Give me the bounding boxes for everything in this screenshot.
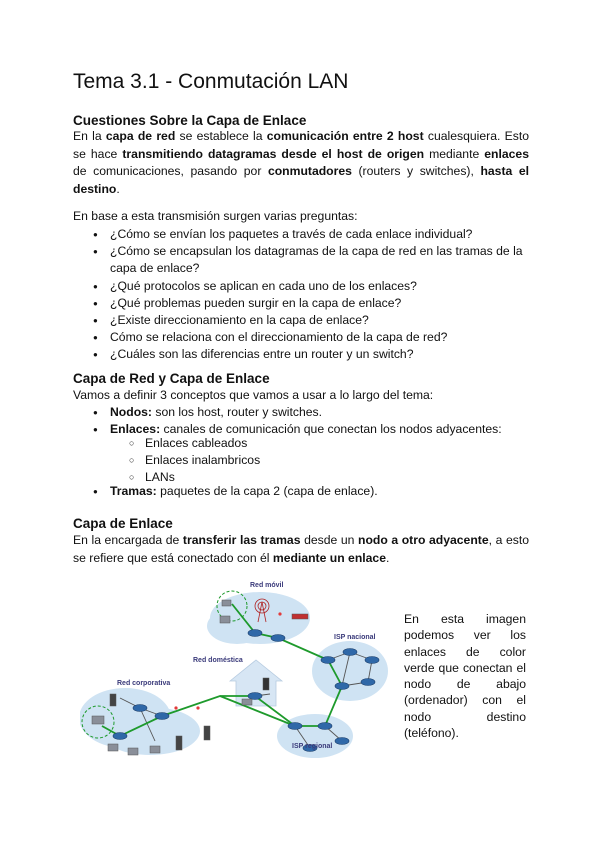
text-run: transmitiendo datagramas desde el host de origen	[122, 146, 425, 161]
text-run: de comunicaciones, pasando por	[73, 164, 268, 178]
list-item: ● ¿Qué problemas pueden surgir en la capa de enlace?	[73, 295, 529, 312]
text-run: mediante	[424, 146, 485, 161]
paragraph-capa-red	[73, 128, 529, 198]
text-run: En la encargada de	[73, 533, 183, 547]
questions-list	[73, 226, 529, 364]
text-run: cualesquiera. Esto se hace	[73, 129, 529, 161]
list-item: ○ LANs	[73, 469, 529, 486]
concepts-list-tramas	[73, 483, 529, 500]
list-item: ● ¿Qué protocolos se aplican en cada uno de los enlaces?	[73, 278, 529, 295]
text-run: desde un	[300, 533, 358, 547]
paragraph-capa-enlace	[73, 532, 529, 567]
text-run: , a esto se refiere que está conectado con él	[73, 533, 529, 565]
text-run: (routers y switches),	[351, 164, 481, 178]
text-run: .	[116, 181, 120, 196]
list-item: ● ¿Existe direccionamiento en la capa de enlace?	[73, 312, 529, 329]
list-item: ● ¿Cuáles son las diferencias entre un router y un switch?	[73, 346, 529, 363]
label-isp-regional: ISP regional	[292, 743, 333, 750]
text-run: transferir las tramas	[182, 533, 301, 547]
list-item: ○ Enlaces inalambricos	[73, 452, 529, 469]
concepts-list	[73, 404, 529, 438]
list-item: ● ¿Cómo se envían los paquetes a través de cada enlace individual?	[73, 226, 529, 243]
network-diagram	[80, 576, 400, 766]
text-run: enlaces	[484, 146, 529, 161]
text-run: hasta el destino	[73, 164, 529, 196]
text-run: se establece la	[175, 129, 267, 143]
text-run: conmutadores	[267, 164, 352, 178]
enlaces-sublist	[73, 435, 529, 487]
text-run: mediante un enlace	[272, 550, 386, 565]
text-run: .	[385, 550, 390, 565]
figure-caption-side: En esta imagen podemos ver los enlaces de color verde que conectan el nodo de abajo (ordenador) con el nodo destino (teléfono).	[404, 612, 526, 741]
text-run: capa de red	[105, 129, 176, 143]
list-item: ● Cómo se relaciona con el direccionamiento de la capa de red?	[73, 329, 529, 346]
label-red-movil: Red móvil	[250, 582, 284, 589]
paragraph-preguntas-intro: En base a esta transmisión surgen varias preguntas:	[73, 209, 358, 223]
text-run: nodo a otro adyacente	[358, 533, 489, 547]
list-item-enlaces: ● Enlaces: canales de comunicación que conectan los nodos adyacentes:	[73, 421, 529, 438]
section-heading-capa-enlace: Capa de Enlace	[73, 516, 173, 531]
label-isp-nacional: ISP nacional	[334, 634, 376, 641]
section-heading-capa-red-enlace: Capa de Red y Capa de Enlace	[73, 371, 270, 386]
section-heading-cuestiones: Cuestiones Sobre la Capa de Enlace	[73, 113, 307, 128]
list-item: ○ Enlaces cableados	[73, 435, 529, 452]
list-item: ● ¿Cómo se encapsulan los datagramas de la capa de red en las tramas de la capa de enlace?	[73, 243, 529, 277]
list-item-nodos: ● Nodos: son los host, router y switches.	[73, 404, 529, 421]
paragraph-conceptos-intro: Vamos a definir 3 conceptos que vamos a usar a lo largo del tema:	[73, 388, 434, 402]
page-title: Tema 3.1 - Conmutación LAN	[73, 70, 349, 93]
label-red-corporativa: Red corporativa	[117, 680, 171, 687]
text-run: En la	[73, 129, 106, 143]
text-run: comunicación entre 2 host	[266, 129, 424, 143]
label-red-domestica: Red doméstica	[193, 657, 243, 664]
list-item-tramas: ● Tramas: paquetes de la capa 2 (capa de enlace).	[73, 483, 529, 500]
